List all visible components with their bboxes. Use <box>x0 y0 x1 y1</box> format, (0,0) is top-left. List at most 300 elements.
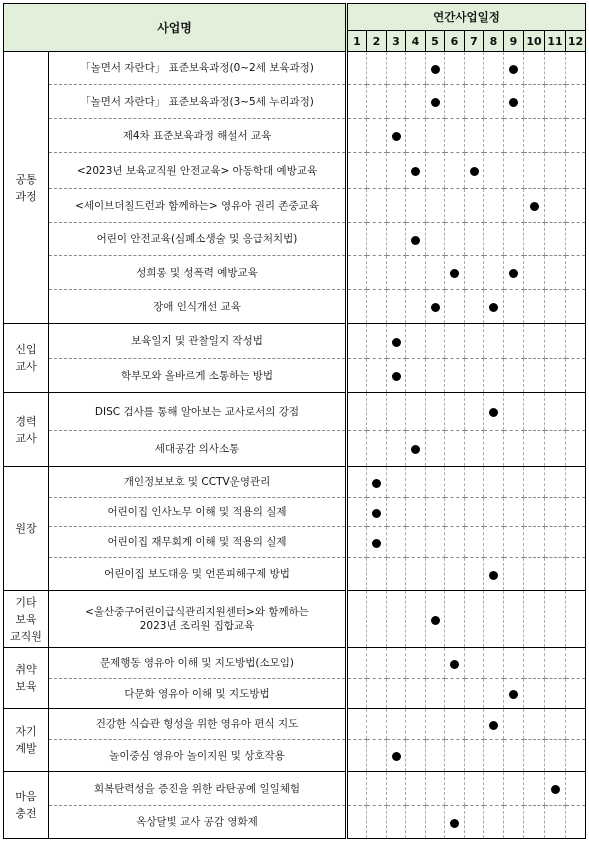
month-cell <box>347 772 367 806</box>
month-cell <box>367 431 387 467</box>
month-cell <box>545 223 566 256</box>
month-cell <box>347 709 367 740</box>
month-cell <box>465 119 484 153</box>
scheduled-dot-icon <box>392 338 401 347</box>
program-name: 어린이집 보도대응 및 언론피해구제 방법 <box>104 568 290 580</box>
month-cell <box>504 558 524 591</box>
category-label: 취약 <box>15 663 37 676</box>
month-cell <box>484 324 504 359</box>
month-cell <box>406 648 426 679</box>
month-cell <box>367 527 387 558</box>
month-cell <box>445 527 465 558</box>
month-cell <box>484 591 504 648</box>
month-cell <box>524 709 545 740</box>
month-cell <box>524 467 545 498</box>
month-cell <box>387 324 406 359</box>
month-cell <box>504 431 524 467</box>
month-cell <box>524 119 545 153</box>
month-cell <box>465 679 484 709</box>
month-cell <box>347 189 367 223</box>
scheduled-dot-icon <box>489 408 498 417</box>
month-cell <box>504 119 524 153</box>
month-cell <box>566 85 586 119</box>
month-cell <box>566 431 586 467</box>
category-cell <box>4 709 49 772</box>
month-cell <box>504 359 524 393</box>
month-cell <box>426 290 445 324</box>
program-name-cell <box>49 256 347 290</box>
month-cell <box>566 393 586 431</box>
month-cell <box>406 223 426 256</box>
table-row <box>4 591 586 648</box>
category-label: 자기 <box>15 725 37 738</box>
month-header: 1 <box>347 31 367 52</box>
month-cell <box>426 740 445 772</box>
table-row <box>4 119 586 153</box>
month-cell <box>445 359 465 393</box>
month-cell <box>406 679 426 709</box>
month-cell <box>426 119 445 153</box>
month-cell <box>484 359 504 393</box>
program-name: 놀이중심 영유아 놀이지원 및 상호작용 <box>109 749 285 762</box>
month-cell <box>426 648 445 679</box>
month-cell <box>484 648 504 679</box>
month-cell <box>367 709 387 740</box>
month-cell <box>367 52 387 85</box>
month-cell <box>465 153 484 189</box>
program-name: <울산중구어린이급식관리지원센터>와 함께하는 <box>85 606 309 618</box>
month-cell <box>426 527 445 558</box>
scheduled-dot-icon <box>372 479 381 488</box>
month-header: 4 <box>406 31 426 52</box>
month-cell <box>406 431 426 467</box>
table-row <box>4 52 586 85</box>
month-cell <box>426 558 445 591</box>
program-name-cell <box>49 558 347 591</box>
month-cell <box>566 806 586 839</box>
month-header: 2 <box>367 31 387 52</box>
month-cell <box>465 709 484 740</box>
scheduled-dot-icon <box>509 690 518 699</box>
month-cell <box>504 740 524 772</box>
month-cell <box>504 223 524 256</box>
program-name-cell <box>49 290 347 324</box>
category-cell <box>4 324 49 393</box>
month-cell <box>524 527 545 558</box>
month-cell <box>367 740 387 772</box>
program-name: 제4차 표준보육과정 해설서 교육 <box>122 129 272 142</box>
month-cell <box>545 52 566 85</box>
table-row <box>4 189 586 223</box>
month-cell <box>484 153 504 189</box>
program-name: 어린이집 재무회계 이해 및 적용의 실제 <box>107 536 287 548</box>
month-cell <box>367 85 387 119</box>
month-header: 11 <box>545 31 566 52</box>
scheduled-dot-icon <box>489 303 498 312</box>
month-cell <box>504 709 524 740</box>
month-cell <box>545 772 566 806</box>
month-cell <box>465 806 484 839</box>
month-cell <box>484 806 504 839</box>
table-row <box>4 806 586 839</box>
category-cell <box>4 772 49 839</box>
program-name: <2023년 보육교직원 안전교육> 아동학대 예방교육 <box>76 164 318 177</box>
month-cell <box>445 290 465 324</box>
month-cell <box>445 324 465 359</box>
program-name: 「놀면서 자란다」 표준보육과정(3~5세 누리과정) <box>80 95 314 108</box>
month-cell <box>367 558 387 591</box>
month-cell <box>426 431 445 467</box>
month-cell <box>367 498 387 527</box>
month-cell <box>445 498 465 527</box>
table-row <box>4 324 586 359</box>
month-cell <box>465 740 484 772</box>
program-header: 사업명 <box>4 4 347 52</box>
month-cell <box>545 709 566 740</box>
program-name-cell <box>49 324 347 359</box>
month-cell <box>484 393 504 431</box>
category-label: 교사 <box>15 360 37 373</box>
program-name-cell <box>49 153 347 189</box>
month-cell <box>367 679 387 709</box>
month-cell <box>484 189 504 223</box>
month-cell <box>426 256 445 290</box>
table-row <box>4 153 586 189</box>
scheduled-dot-icon <box>411 236 420 245</box>
month-header: 10 <box>524 31 545 52</box>
month-cell <box>347 153 367 189</box>
month-cell <box>524 648 545 679</box>
month-cell <box>445 256 465 290</box>
month-cell <box>465 256 484 290</box>
month-cell <box>484 467 504 498</box>
program-name: 성희롱 및 성폭력 예방교육 <box>136 266 258 279</box>
month-cell <box>426 498 445 527</box>
program-name: 어린이 안전교육(심폐소생술 및 응급처치법) <box>96 233 298 245</box>
month-cell <box>524 359 545 393</box>
table-row <box>4 772 586 806</box>
month-cell <box>406 498 426 527</box>
month-cell <box>406 119 426 153</box>
program-name-cell <box>49 740 347 772</box>
month-cell <box>406 256 426 290</box>
table-row <box>4 223 586 256</box>
category-cell <box>4 591 49 648</box>
month-cell <box>426 591 445 648</box>
month-cell <box>524 223 545 256</box>
month-cell <box>406 290 426 324</box>
scheduled-dot-icon <box>450 819 459 828</box>
month-cell <box>484 679 504 709</box>
month-cell <box>445 85 465 119</box>
month-cell <box>406 772 426 806</box>
month-cell <box>465 648 484 679</box>
month-cell <box>367 189 387 223</box>
month-cell <box>504 290 524 324</box>
month-cell <box>566 498 586 527</box>
month-cell <box>504 498 524 527</box>
program-name: DISC 검사를 통해 알아보는 교사로서의 강점 <box>94 405 300 418</box>
month-cell <box>406 709 426 740</box>
month-cell <box>445 153 465 189</box>
scheduled-dot-icon <box>372 539 381 548</box>
month-cell <box>426 709 445 740</box>
month-cell <box>347 85 367 119</box>
scheduled-dot-icon <box>489 571 498 580</box>
month-cell <box>367 119 387 153</box>
month-cell <box>524 498 545 527</box>
scheduled-dot-icon <box>392 132 401 141</box>
month-cell <box>445 189 465 223</box>
month-cell <box>566 467 586 498</box>
month-cell <box>566 290 586 324</box>
month-cell <box>347 806 367 839</box>
month-cell <box>504 648 524 679</box>
program-name-cell <box>49 679 347 709</box>
month-cell <box>387 52 406 85</box>
month-cell <box>347 119 367 153</box>
month-cell <box>406 527 426 558</box>
month-cell <box>387 467 406 498</box>
month-cell <box>347 52 367 85</box>
schedule-header: 연간사업일정 <box>347 4 586 31</box>
month-cell <box>445 467 465 498</box>
month-cell <box>484 256 504 290</box>
month-cell <box>445 558 465 591</box>
month-cell <box>347 558 367 591</box>
month-cell <box>426 85 445 119</box>
month-cell <box>524 290 545 324</box>
month-cell <box>387 591 406 648</box>
month-cell <box>347 679 367 709</box>
month-cell <box>387 806 406 839</box>
month-cell <box>387 290 406 324</box>
program-name: 「놀면서 자란다」 표준보육과정(0~2세 보육과정) <box>80 62 314 74</box>
month-cell <box>465 189 484 223</box>
month-cell <box>387 85 406 119</box>
month-cell <box>566 52 586 85</box>
month-cell <box>524 324 545 359</box>
month-cell <box>387 527 406 558</box>
month-cell <box>445 431 465 467</box>
month-cell <box>504 85 524 119</box>
month-cell <box>367 591 387 648</box>
month-cell <box>504 189 524 223</box>
month-cell <box>347 467 367 498</box>
month-header: 8 <box>484 31 504 52</box>
month-cell <box>545 740 566 772</box>
month-cell <box>545 256 566 290</box>
table-row <box>4 648 586 679</box>
category-label: 기타 <box>15 595 37 609</box>
category-label: 교사 <box>15 431 37 445</box>
category-label: 공통 <box>15 172 37 186</box>
month-header: 12 <box>566 31 586 52</box>
month-cell <box>524 52 545 85</box>
scheduled-dot-icon <box>450 269 459 278</box>
month-cell <box>545 591 566 648</box>
table-row <box>4 709 586 740</box>
month-cell <box>545 189 566 223</box>
program-name: 회복탄력성을 증진을 위한 라탄공예 일일체험 <box>93 782 301 795</box>
month-cell <box>445 679 465 709</box>
scheduled-dot-icon <box>509 65 518 74</box>
month-cell <box>545 806 566 839</box>
scheduled-dot-icon <box>372 509 381 518</box>
month-cell <box>445 591 465 648</box>
category-label: 충전 <box>15 807 37 820</box>
month-cell <box>545 498 566 527</box>
month-cell <box>484 52 504 85</box>
month-cell <box>524 558 545 591</box>
month-cell <box>504 772 524 806</box>
program-name-cell <box>49 806 347 839</box>
month-cell <box>465 85 484 119</box>
month-cell <box>367 772 387 806</box>
program-name: 2023년 조리원 집합교육 <box>139 620 255 632</box>
month-cell <box>566 223 586 256</box>
month-cell <box>484 85 504 119</box>
month-cell <box>566 527 586 558</box>
category-label: 원장 <box>15 522 37 535</box>
month-cell <box>566 189 586 223</box>
month-cell <box>426 52 445 85</box>
month-cell <box>545 558 566 591</box>
month-cell <box>347 740 367 772</box>
month-cell <box>545 119 566 153</box>
month-cell <box>426 467 445 498</box>
table-row <box>4 467 586 498</box>
month-cell <box>545 324 566 359</box>
month-cell <box>347 648 367 679</box>
month-cell <box>545 648 566 679</box>
month-cell <box>387 359 406 393</box>
month-cell <box>566 740 586 772</box>
month-cell <box>484 290 504 324</box>
program-name-cell <box>49 431 347 467</box>
month-cell <box>426 806 445 839</box>
scheduled-dot-icon <box>551 785 560 794</box>
table-row <box>4 256 586 290</box>
month-cell <box>426 189 445 223</box>
month-cell <box>566 256 586 290</box>
month-cell <box>445 806 465 839</box>
month-cell <box>347 498 367 527</box>
month-cell <box>465 527 484 558</box>
month-cell <box>387 431 406 467</box>
month-cell <box>545 393 566 431</box>
month-cell <box>387 648 406 679</box>
month-cell <box>445 772 465 806</box>
scheduled-dot-icon <box>509 98 518 107</box>
program-name: 문제행동 영유아 이해 및 지도방법(소모임) <box>100 657 294 669</box>
annual-schedule-table <box>3 3 586 839</box>
program-name: 보육일지 및 관찰일지 작성법 <box>131 335 263 347</box>
month-cell <box>367 223 387 256</box>
program-name: 옥상달빛 교사 공감 영화제 <box>136 816 258 828</box>
program-name: 건강한 식습관 형성을 위한 영유아 편식 지도 <box>95 718 299 730</box>
month-cell <box>445 709 465 740</box>
month-cell <box>445 52 465 85</box>
month-cell <box>445 648 465 679</box>
scheduled-dot-icon <box>431 98 440 107</box>
program-name-cell <box>49 359 347 393</box>
month-cell <box>566 119 586 153</box>
month-cell <box>426 359 445 393</box>
month-header: 9 <box>504 31 524 52</box>
category-label: 보육 <box>15 612 37 626</box>
month-cell <box>484 740 504 772</box>
month-cell <box>465 558 484 591</box>
month-header: 6 <box>445 31 465 52</box>
table-row <box>4 290 586 324</box>
month-cell <box>524 679 545 709</box>
scheduled-dot-icon <box>392 752 401 761</box>
month-cell <box>387 558 406 591</box>
month-cell <box>445 223 465 256</box>
scheduled-dot-icon <box>431 616 440 625</box>
month-cell <box>484 119 504 153</box>
category-label: 보육 <box>15 680 37 693</box>
month-cell <box>504 467 524 498</box>
month-cell <box>387 772 406 806</box>
category-cell <box>4 467 49 591</box>
month-cell <box>406 85 426 119</box>
month-cell <box>524 393 545 431</box>
program-name: 장애 인식개선 교육 <box>153 300 241 313</box>
month-cell <box>465 393 484 431</box>
month-cell <box>426 153 445 189</box>
month-cell <box>566 324 586 359</box>
program-name-cell <box>49 591 347 648</box>
month-cell <box>524 806 545 839</box>
month-cell <box>387 153 406 189</box>
month-cell <box>406 740 426 772</box>
program-name: <세이브더칠드런과 함께하는> 영유아 권리 존중교육 <box>75 199 319 212</box>
month-cell <box>566 359 586 393</box>
month-cell <box>545 359 566 393</box>
month-cell <box>524 591 545 648</box>
month-cell <box>524 740 545 772</box>
month-cell <box>367 153 387 189</box>
month-cell <box>387 393 406 431</box>
table-row <box>4 359 586 393</box>
month-cell <box>347 359 367 393</box>
month-cell <box>367 467 387 498</box>
month-cell <box>504 52 524 85</box>
month-cell <box>465 467 484 498</box>
program-name-cell <box>49 52 347 85</box>
scheduled-dot-icon <box>530 202 539 211</box>
month-cell <box>465 324 484 359</box>
month-cell <box>566 772 586 806</box>
month-cell <box>426 223 445 256</box>
month-cell <box>406 324 426 359</box>
month-cell <box>347 223 367 256</box>
month-cell <box>524 153 545 189</box>
month-cell <box>406 153 426 189</box>
month-cell <box>545 679 566 709</box>
month-cell <box>426 324 445 359</box>
month-cell <box>545 153 566 189</box>
month-header: 7 <box>465 31 484 52</box>
month-cell <box>484 709 504 740</box>
scheduled-dot-icon <box>411 167 420 176</box>
scheduled-dot-icon <box>450 660 459 669</box>
month-cell <box>426 393 445 431</box>
month-cell <box>465 52 484 85</box>
month-cell <box>347 527 367 558</box>
